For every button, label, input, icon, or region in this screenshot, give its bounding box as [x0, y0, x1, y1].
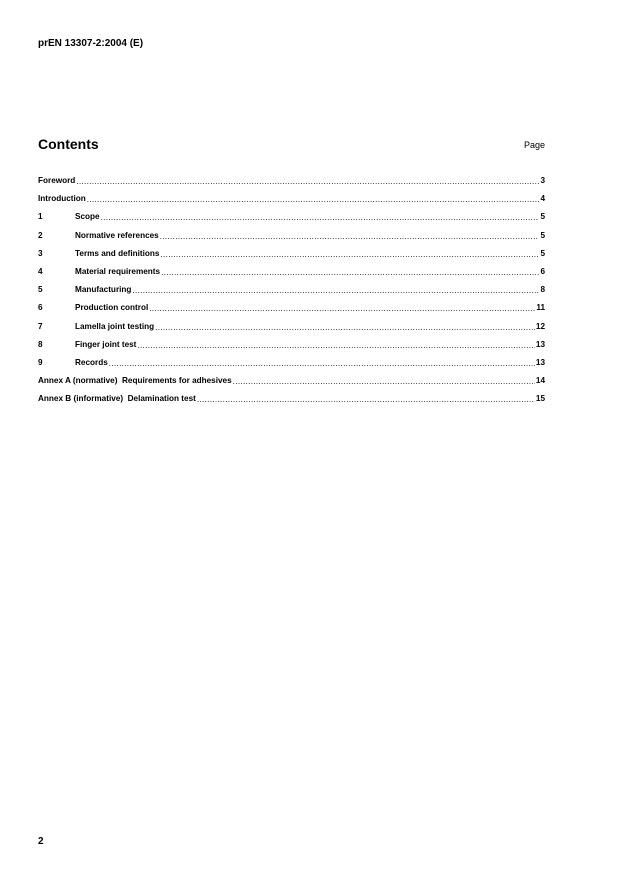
toc-entry-introduction[interactable]	[38, 194, 545, 212]
toc-entry-number: 4	[38, 266, 43, 276]
toc-leader-dots	[101, 213, 540, 223]
toc-entry-number: 8	[38, 339, 43, 349]
toc-entry-page: 8	[540, 285, 545, 295]
toc-entry-title: Normative references	[75, 230, 159, 240]
toc-leader-dots	[161, 268, 539, 278]
toc-entry-title: Annex B (informative) Delamination test	[38, 394, 196, 404]
toc-entry-title: Lamella joint testing	[75, 321, 155, 331]
toc-entry-title: Production control	[75, 303, 149, 313]
toc-entry-page: 6	[540, 266, 545, 276]
toc-entry-page: 3	[540, 176, 545, 185]
toc-entry-title: Finger joint test	[75, 339, 137, 349]
toc-entry-records[interactable]	[38, 358, 545, 376]
toc-entry-number: 9	[38, 357, 43, 367]
toc-entry-production-control[interactable]	[38, 303, 545, 321]
toc-entry-title: Material requirements	[75, 266, 161, 276]
toc-entry-title: Manufacturing	[75, 285, 132, 295]
toc-entry-scope[interactable]	[38, 212, 545, 230]
toc-entry-page: 5	[540, 248, 545, 258]
toc-entry-page: 12	[535, 321, 545, 331]
toc-entry-page: 4	[540, 194, 545, 204]
toc-leader-dots	[160, 250, 539, 260]
toc-leader-dots	[149, 304, 535, 314]
toc-entry-number: 2	[38, 230, 43, 240]
toc-entry-annex-b[interactable]	[38, 394, 545, 412]
toc-leader-dots	[160, 232, 540, 242]
toc-entry-number: 1	[38, 212, 43, 222]
toc-entry-finger-joint-test[interactable]	[38, 340, 545, 358]
page-number: 2	[38, 836, 44, 847]
document-identifier: prEN 13307-2:2004 (E)	[38, 38, 144, 49]
toc-entry-title: Terms and definitions	[75, 248, 160, 258]
toc-entry-number: 7	[38, 321, 43, 331]
toc-leader-dots	[87, 195, 540, 205]
toc-entry-normative-references[interactable]	[38, 231, 545, 249]
toc-entry-number: 3	[38, 248, 43, 258]
toc-leader-dots	[132, 286, 539, 296]
toc-entry-page: 13	[535, 339, 545, 349]
toc-entry-annex-a[interactable]	[38, 376, 545, 394]
toc-leader-dots	[137, 341, 534, 351]
contents-heading: Contents	[38, 136, 99, 152]
toc-entry-lamella-joint-testing[interactable]	[38, 322, 545, 340]
toc-entry-title: Annex A (normative) Requirements for adhesives	[38, 376, 232, 386]
toc-leader-dots	[233, 377, 535, 387]
toc-entry-title: Scope	[75, 212, 100, 222]
toc-entry-terms-and-definitions[interactable]	[38, 249, 545, 267]
toc-entry-title: Foreword	[38, 176, 76, 185]
toc-entry-material-requirements[interactable]	[38, 267, 545, 285]
table-of-contents	[38, 176, 545, 412]
toc-leader-dots	[155, 323, 535, 333]
toc-entry-page: 14	[535, 376, 545, 386]
toc-entry-manufacturing[interactable]	[38, 285, 545, 303]
page-column-label: Page	[523, 140, 545, 150]
toc-entry-title: Introduction	[38, 194, 86, 204]
toc-entry-foreword[interactable]	[38, 176, 545, 194]
toc-entry-page: 5	[540, 230, 545, 240]
toc-entry-page: 11	[536, 303, 545, 313]
toc-leader-dots	[76, 177, 539, 187]
toc-entry-page: 13	[535, 357, 545, 367]
toc-entry-page: 15	[535, 394, 545, 404]
toc-entry-number: 5	[38, 285, 43, 295]
toc-entry-page: 5	[540, 212, 545, 222]
toc-leader-dots	[197, 395, 535, 405]
toc-entry-title: Records	[75, 357, 108, 367]
toc-leader-dots	[109, 359, 535, 369]
toc-entry-number: 6	[38, 303, 43, 313]
